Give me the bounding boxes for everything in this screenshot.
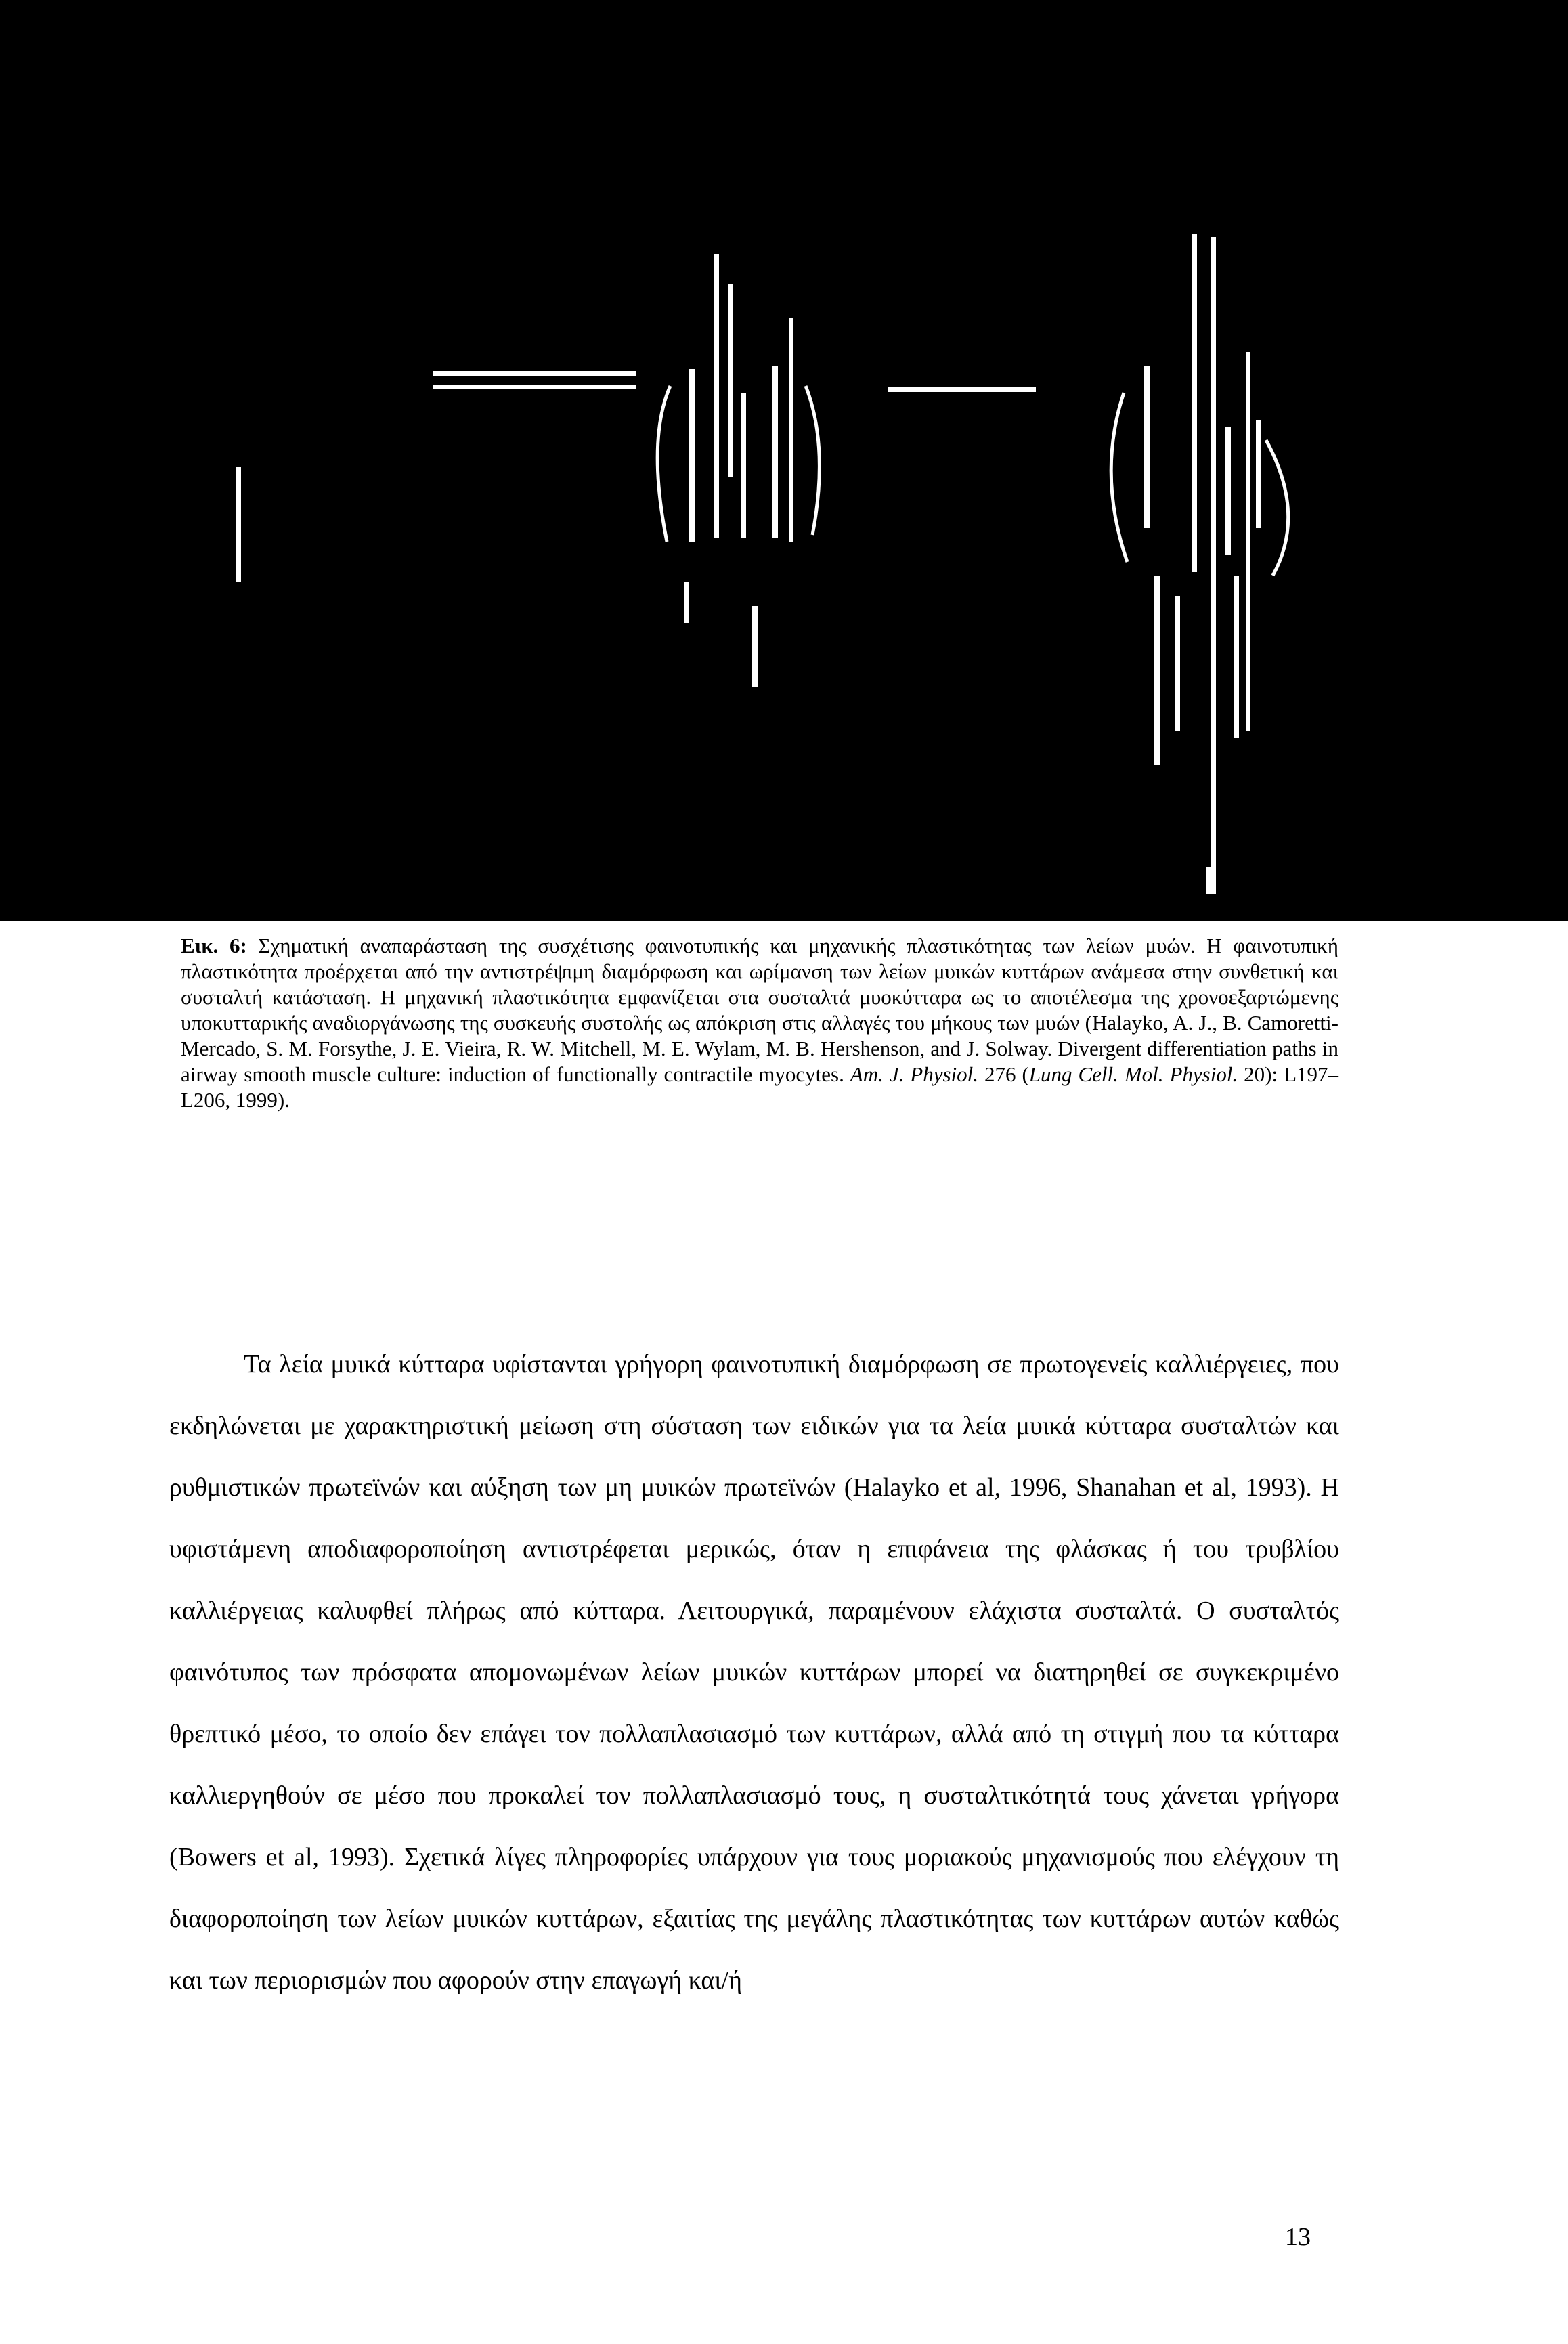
page-number: 13 — [1285, 2223, 1311, 2251]
plasticity-schematic — [0, 0, 1568, 921]
cluster2-bar-8 — [1246, 352, 1250, 731]
cell-cluster-1 — [657, 386, 819, 542]
caption-text-part2: 20): L197–L206, 1999). — [181, 1062, 1339, 1112]
schematic-figure — [0, 0, 1568, 921]
caption-journal2: Lung Cell. Mol. Physiol. — [1028, 1062, 1238, 1086]
cluster1-bar-4 — [741, 393, 746, 538]
cluster2-bar-7 — [1234, 576, 1239, 738]
cluster1-bar-5 — [772, 366, 778, 538]
cluster2-bar-6 — [1225, 427, 1231, 555]
cluster1-bar-3 — [728, 284, 733, 477]
caption-journal: Am. J. Physiol. — [850, 1062, 979, 1086]
cluster2-bar-9 — [1256, 420, 1261, 528]
cluster2-bar-5 — [1211, 237, 1216, 894]
figure-caption — [181, 933, 1338, 1113]
cluster2-bar-2 — [1154, 576, 1160, 765]
cluster1-bar-1 — [689, 369, 695, 542]
cell-cluster-2 — [1111, 393, 1288, 576]
body-paragraph: Τα λεία μυικά κύτταρα υφίστανται γρήγορη φαινοτυπική διαμόρφωση σε πρωτογενείς καλλιέργειες, που εκδηλώνεται με χαρακτηριστική μείωση στη σύσταση των ειδικών για τα λεία μυικά κύτταρα συσταλτών και ρυθμιστικών πρωτεϊνών και αύξηση των μη μυικών πρωτεϊνών (Halayko et al, 1996, Shanahan et al, 1993). Η υφιστάμενη αποδιαφοροποίηση αντιστρέφεται μερικώς, όταν η επιφάνεια της φλάσκας ή του τρυβλίου καλλιέργειας καλυφθεί πλήρως από κύτταρα. Λειτουργικά, παραμένουν ελάχιστα συσταλτά. Ο συσταλτός φαινότυπος των πρόσφατα απομονωμένων λείων μυικών κυττάρων μπορεί να διατηρηθεί σε συγκεκριμένο θρεπτικό μέσο, το οποίο δεν επάγει τον πολλαπλασιασμό των κυττάρων, αλλά από τη στιγμή που τα κύτταρα καλλιεργηθούν σε μέσο που προκαλεί τον πολλαπλασιασμό τους, η συσταλτικότητά τους χάνεται γρήγορα (Bowers et al, 1993). Σχετικά λίγες πληροφορίες υπάρχουν για τους μοριακούς μηχανισμούς που ελέγχουν τη διαφοροποίηση των λείων μυικών κυττάρων, εξαιτίας της μεγάλης πλαστικότητας των κυττάρων αυτών καθώς και των περιορισμών που αφορούν στην επαγωγή και/ή — [169, 1350, 1339, 1995]
cluster2-bar-1 — [1144, 366, 1150, 528]
body-text — [169, 1334, 1339, 2012]
cluster1-bar-7 — [752, 606, 758, 687]
cluster1-bar-2 — [714, 254, 719, 538]
filament-left — [236, 467, 241, 582]
caption-volume: 276 ( — [978, 1062, 1029, 1086]
line-left-bottom — [433, 385, 636, 389]
cluster2-bar-4 — [1192, 234, 1197, 572]
line-middle — [888, 387, 1036, 392]
cluster2-bar-10 — [1206, 867, 1213, 894]
line-left-top — [433, 371, 636, 376]
cluster1-bar-6 — [789, 318, 793, 542]
caption-label: Εικ. 6: — [181, 934, 247, 957]
caption-text-part1: Σχηματική αναπαράσταση της συσχέτισης φαινοτυπικής και μηχανικής πλαστικότητας των λείων μυών. Η φαινοτυπική πλαστικότητα προέρχεται από την αντιστρέψιμη διαμόρφωση και ωρίμανση των λείων μυικών κυττάρων ανάμεσα στην συνθετική και συσταλτή κατάσταση. Η μηχανική πλαστικότητα εμφανίζεται στα συσταλτά μυοκύτταρα ως το αποτέλεσμα της χρονοεξαρτώμενης υποκυτταρικής αναδιοργάνωσης της συσκευής συστολής ως απόκριση στις αλλαγές του μήκους των μυών (Halayko, A. J., B. Camoretti-Mercado, S. M. Forsythe, J. E. Vieira, R. W. Mitchell, M. E. Wylam, M. B. Hershenson, and J. Solway. Divergent differentiation paths in airway smooth muscle culture: induction of functionally contractile myocytes. — [181, 934, 1338, 1086]
cluster1-bar-8 — [684, 582, 689, 623]
cluster2-bar-3 — [1175, 596, 1180, 731]
